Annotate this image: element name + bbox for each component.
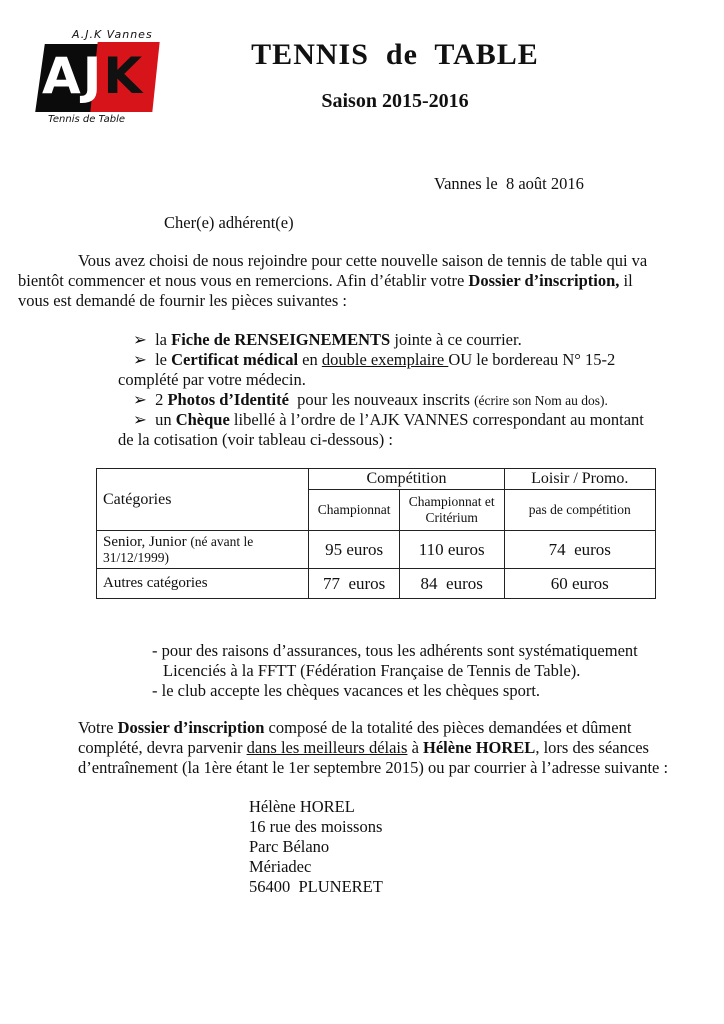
fee-table (96, 468, 656, 599)
note-insurance: - pour des raisons d’assurances, tous les adhérents sont systématiquement (152, 641, 638, 660)
header-no-competition: pas de compétition (504, 490, 655, 531)
document-title: TENNIS de TABLE (251, 38, 539, 71)
logo-letters: AJK (42, 47, 145, 105)
logo-club-name: A.J.K Vannes (72, 28, 153, 41)
closing-line-3: d’entraînement (la 1ère étant le 1er septembre 2015) ou par courrier à l’adresse suivante : (78, 758, 669, 777)
list-item-continuation: de la cotisation (voir tableau ci-dessous) : (118, 430, 393, 449)
intro-line-3: vous est demandé de fournir les pièces suivantes : (18, 291, 347, 310)
bullet-arrow-icon: ➢ (133, 410, 147, 429)
address-street: 16 rue des moissons (249, 817, 383, 836)
list-item: ➢ la Fiche de RENSEIGNEMENTS jointe à ce courrier. (133, 330, 522, 349)
logo-tagline: Tennis de Table (48, 114, 126, 125)
address-area: Parc Bélano (249, 837, 330, 856)
cell-loisir: 60 euros (504, 569, 655, 599)
address-locality: Mériadec (249, 857, 312, 876)
list-item: ➢ 2 Photos d’Identité pour les nouveaux inscrits (écrire son Nom au dos). (133, 390, 608, 409)
address-name: Hélène HOREL (249, 797, 355, 816)
list-item-continuation: complété par votre médecin. (118, 370, 306, 389)
row-category: Senior, Junior (né avant le 31/12/1999) (97, 531, 309, 569)
note-insurance-continuation: Licenciés à la FFTT (Fédération Française de Tennis de Table). (163, 661, 581, 680)
list-item: ➢ un Chèque libellé à l’ordre de l’AJK VANNES correspondant au montant (133, 410, 644, 429)
date-line: Vannes le 8 août 2016 (434, 174, 584, 193)
header-competition: Compétition (309, 469, 504, 490)
row-category: Autres catégories (97, 569, 309, 599)
salutation: Cher(e) adhérent(e) (164, 213, 294, 232)
cell-championnat: 77 euros (309, 569, 399, 599)
header-leisure: Loisir / Promo. (504, 469, 655, 490)
cell-championnat-criterium: 110 euros (399, 531, 504, 569)
bullet-arrow-icon: ➢ (133, 390, 147, 409)
list-item: ➢ le Certificat médical en double exemplaire OU le bordereau N° 15-2 (133, 350, 616, 369)
header-categories: Catégories (97, 469, 309, 531)
cell-championnat: 95 euros (309, 531, 399, 569)
note-cheques: - le club accepte les chèques vacances et les chèques sport. (152, 681, 541, 700)
intro-line-2: bientôt commencer et nous vous en remercions. Afin d’établir votre Dossier d’inscription, il (18, 271, 633, 290)
cell-loisir: 74 euros (504, 531, 655, 569)
intro-line-1: Vous avez choisi de nous rejoindre pour cette nouvelle saison de tennis de table qui va (78, 251, 648, 270)
address-city: 56400 PLUNERET (249, 877, 383, 896)
table-row (97, 569, 656, 599)
closing-line-1: Votre Dossier d’inscription composé de la totalité des pièces demandées et dûment (78, 718, 632, 737)
table-row (97, 531, 656, 569)
header-championnat: Championnat (309, 490, 399, 531)
bullet-arrow-icon: ➢ (133, 330, 147, 349)
bullet-arrow-icon: ➢ (133, 350, 147, 369)
header-championnat-criterium: Championnat et Critérium (399, 490, 504, 531)
document-subtitle: Saison 2015-2016 (321, 90, 469, 112)
cell-championnat-criterium: 84 euros (399, 569, 504, 599)
closing-line-2: complété, devra parvenir dans les meilleurs délais à Hélène HOREL, lors des séances (78, 738, 649, 757)
